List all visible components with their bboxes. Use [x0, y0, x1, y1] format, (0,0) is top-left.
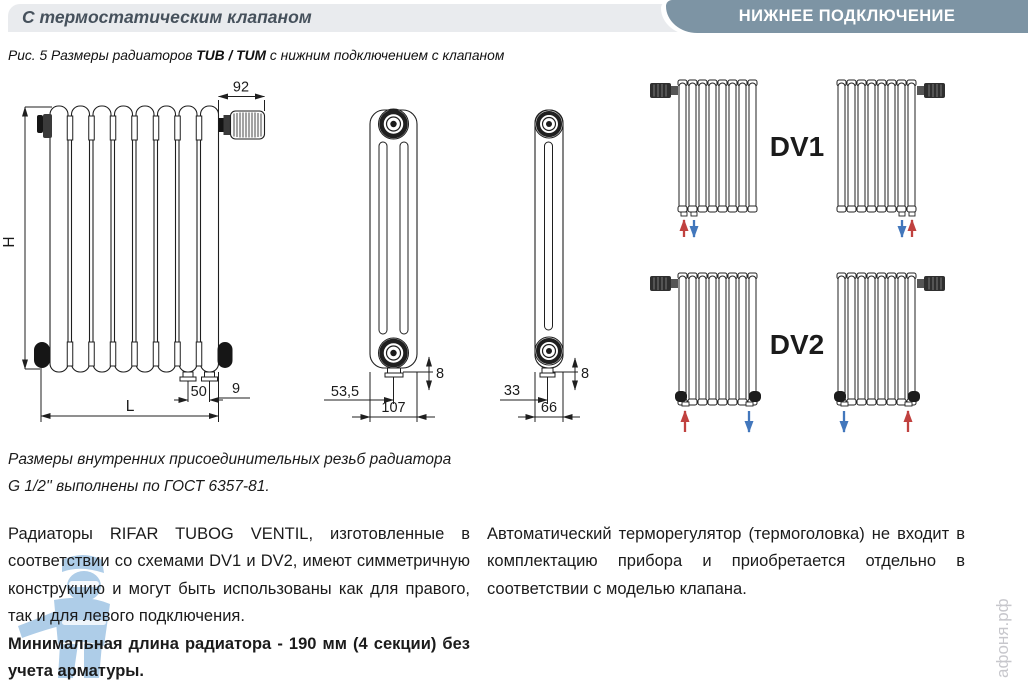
dim-9-label: 9	[231, 381, 241, 397]
connection-schemes-drawing	[640, 70, 1028, 442]
dim-53-5-label: 53,5	[330, 384, 360, 400]
figure-caption: Рис. 5 Размеры радиаторов TUB / TUM с нижним подключением с клапаном	[8, 48, 505, 63]
radiator-dimension-drawing	[0, 70, 640, 442]
left-text-column	[8, 521, 470, 681]
valve-icon	[917, 276, 945, 291]
valve-icon	[650, 83, 678, 98]
radiator-side-view-3col	[324, 109, 435, 422]
dim-107-label: 107	[381, 400, 406, 416]
dim-8-label-2col: 8	[581, 366, 590, 382]
model-name: TUB / TUM	[196, 48, 267, 63]
right-paragraph: Автоматический терморегулятор (термоголовка) не входит в комплектацию прибора и приобретается отдельно в соответствии с моделью клапана.	[487, 525, 965, 598]
thermostatic-valve-icon	[219, 111, 265, 139]
page-title: С термостатическим клапаном	[22, 7, 312, 27]
bottom-connections	[180, 372, 218, 381]
plug-top	[379, 109, 409, 139]
min-length-note: Минимальная длина радиатора - 190 мм (4 секции) без учета арматуры.	[8, 634, 470, 681]
scheme-dv1	[650, 80, 945, 237]
valve-icon	[650, 276, 678, 291]
site-watermark: афоня.рф	[993, 598, 1012, 678]
plug-top	[535, 110, 563, 138]
thread-note-line2: G 1/2'' выполнены по ГОСТ 6357-81.	[8, 478, 270, 495]
section-tab	[666, 0, 1028, 33]
scheme-dv2	[650, 273, 945, 432]
valve-icon	[917, 83, 945, 98]
dim-33-label: 33	[503, 383, 521, 399]
right-text-column	[487, 521, 965, 603]
left-paragraph: Радиаторы RIFAR TUBOG VENTIL, изготовленные в соответствии со схемами DV1 и DV2, имеют симметричную конструкцию и могут быть использованы как для правого, так и для левого подключения.	[8, 525, 470, 626]
dim-66-label: 66	[540, 400, 558, 416]
thread-note	[8, 446, 451, 500]
thread-note-line1: Размеры внутренних присоединительных резьб радиатора	[8, 451, 452, 468]
radiator-front-view	[25, 97, 265, 423]
scheme-dv1-label: DV1	[769, 131, 825, 162]
plug-bottom	[535, 337, 563, 365]
plug-bottom	[379, 338, 409, 368]
dim-50-label: 50	[190, 384, 207, 400]
dim-8-label-3col: 8	[436, 366, 445, 382]
dim-92-label: 92	[232, 79, 250, 96]
dim-H-label: H	[1, 236, 18, 248]
scheme-dv2-label: DV2	[769, 329, 825, 360]
radiator-side-view-2col	[500, 110, 580, 422]
section-tab-label: НИЖНЕЕ ПОДКЛЮЧЕНИЕ	[738, 7, 956, 25]
dim-L-label: L	[125, 398, 135, 415]
